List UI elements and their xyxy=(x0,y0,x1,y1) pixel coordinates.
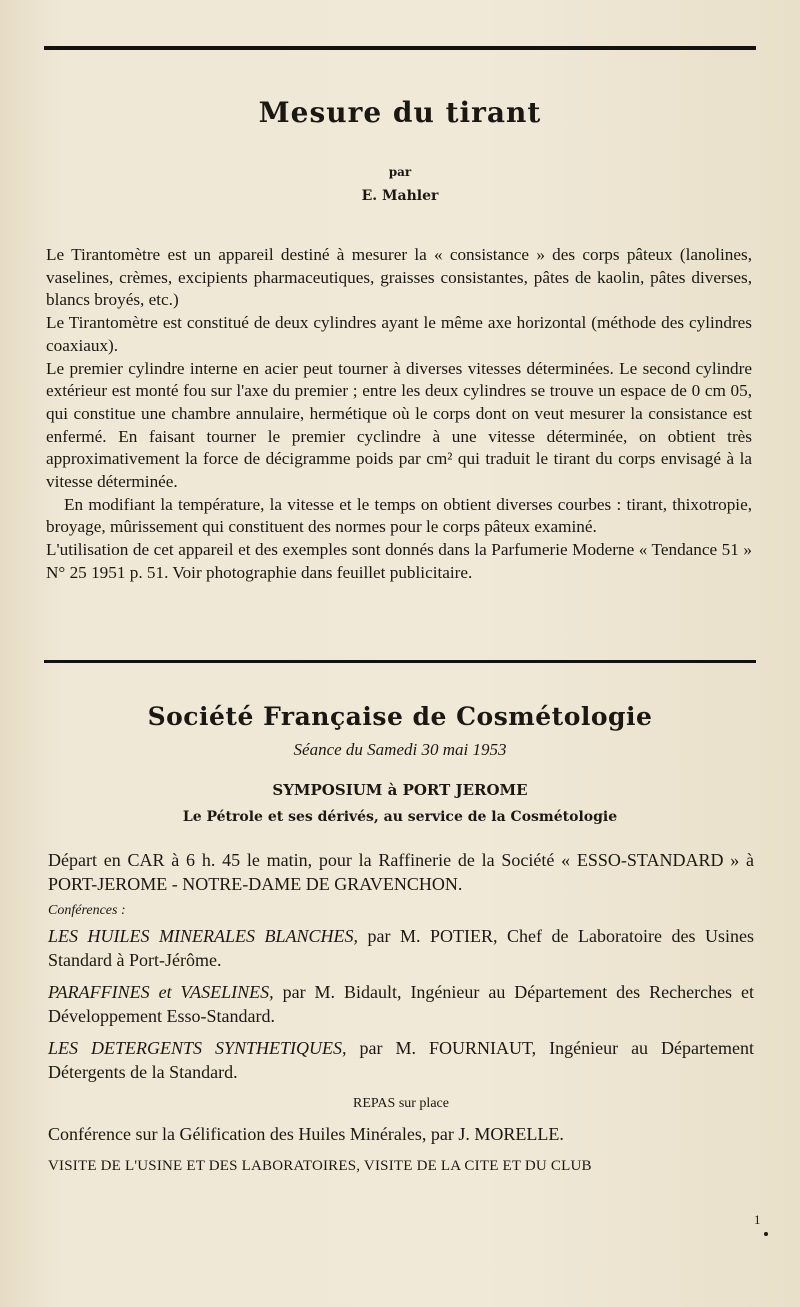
dot-mark xyxy=(764,1232,768,1236)
gel-conference: Conférence sur la Gélification des Huiles Minérales, par J. MORELLE. xyxy=(48,1124,564,1144)
lecture-item xyxy=(48,924,754,972)
article-body xyxy=(46,244,752,585)
paragraph: L'utilisation de cet appareil et des exemples sont donnés dans la Parfumerie Moderne « Tendance 51 » N° 25 1951 p. 51. Voir photographie dans feuillet publicitaire. xyxy=(46,540,752,582)
meal-note: REPAS sur place xyxy=(353,1096,449,1111)
symposium-heading: SYMPOSIUM à PORT JEROME xyxy=(272,781,528,799)
byline-par: par xyxy=(388,165,412,179)
visit-line: VISITE DE L'USINE ET DES LABORATOIRES, VISITE DE LA CITE ET DU CLUB xyxy=(48,1158,592,1174)
top-rule xyxy=(44,46,756,50)
session-date: Séance du Samedi 30 mai 1953 xyxy=(293,740,507,759)
lecture-item xyxy=(48,980,754,1028)
paragraph: Le premier cylindre interne en acier peut tourner à diverses vitesses déterminées. Le second cylindre extérieur est monté fou sur l'axe du premier ; entre les deux cylindres se trouve un espace de 0 cm 05, qui constitue une chambre annulaire, hermétique où le corps dont on veut mesurer la consistance est enfermé. En faisant tourner le premier cyclindre à une vitesse déterminée, on obtient très approximativement la force de décigramme poids par cm² qui traduit le tirant du corps envisagé à la vitesse déterminée. xyxy=(46,358,752,492)
lecture-detail: par M. POTIER, Chef de Laboratoire des Usines Standard à Port-Jérôme. xyxy=(48,926,755,970)
programme xyxy=(48,848,754,1178)
symposium-theme: Le Pétrole et ses dérivés, au service de la Cosmétologie xyxy=(182,809,618,825)
lecture-title: LES HUILES MINERALES BLANCHES, xyxy=(48,926,359,946)
conferences-label: Conférences : xyxy=(48,903,126,918)
lecture-item xyxy=(48,1036,754,1084)
lecture-detail: par M. Bidault, Ingénieur au Département des Recherches et Développement Esso-Standard. xyxy=(48,982,754,1026)
lecture-title: LES DETERGENTS SYNTHETIQUES, xyxy=(48,1038,347,1058)
society-title: Société Française de Cosmétologie xyxy=(147,702,653,731)
departure-text: Départ en CAR à 6 h. 45 le matin, pour la Raffinerie de la Société « ESSO-STANDARD » à PORT-JEROME - NOTRE-DAME DE GRAVENCHON. xyxy=(48,850,754,894)
article-title: Mesure du tirant xyxy=(258,96,542,129)
section-rule xyxy=(44,660,756,663)
paragraph: Le Tirantomètre est un appareil destiné à mesurer la « consistance » des corps pâteux (lanolines, vaselines, crèmes, excipients pharmaceutiques, graisses consistantes, pâtes de kaolin, pâtes diverses, blancs broyés, etc.) xyxy=(46,245,752,310)
page-number: 1 xyxy=(754,1212,761,1227)
lecture-title: PARAFFINES et VASELINES, xyxy=(48,982,274,1002)
article-author: E. Mahler xyxy=(361,188,439,204)
paragraph: En modifiant la température, la vitesse et le temps on obtient diverses courbes : tirant, thixotropie, broyage, mûrissement qui constituent des normes pour le corps pâteux examiné. xyxy=(46,494,752,537)
paragraph: Le Tirantomètre est constitué de deux cylindres ayant le même axe horizontal (méthode des cylindres coaxiaux). xyxy=(46,313,752,355)
lecture-detail: par M. FOURNIAUT, Ingénieur au Département Détergents de la Standard. xyxy=(48,1038,754,1082)
